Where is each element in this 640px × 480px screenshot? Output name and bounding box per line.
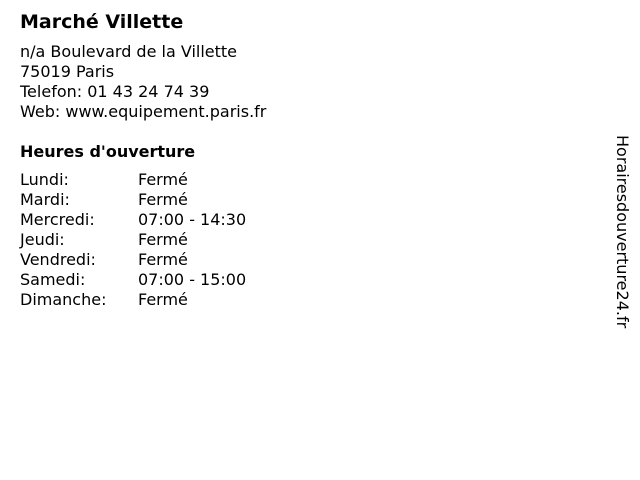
hours-value: Fermé — [138, 170, 188, 189]
hours-row-saturday — [20, 270, 580, 290]
hours-value: Fermé — [138, 290, 188, 309]
site-watermark: Horairesdouverture24.fr — [613, 135, 632, 329]
address-city: 75019 Paris — [20, 62, 115, 81]
day-label: Mardi: — [20, 190, 70, 209]
hours-value: 07:00 - 14:30 — [138, 210, 247, 229]
address-block — [20, 42, 580, 122]
place-title: Marché Villette — [20, 11, 184, 33]
day-label: Lundi: — [20, 170, 69, 189]
day-label: Jeudi: — [20, 230, 65, 249]
hours-row-thursday — [20, 230, 580, 250]
phone-text: Telefon: 01 43 24 74 39 — [20, 82, 210, 101]
hours-row-friday — [20, 250, 580, 270]
place-card — [20, 10, 580, 310]
day-label: Dimanche: — [20, 290, 107, 309]
day-label: Vendredi: — [20, 250, 96, 269]
hours-value: Fermé — [138, 190, 188, 209]
hours-value: 07:00 - 15:00 — [138, 270, 247, 289]
opening-hours-list — [20, 170, 580, 310]
hours-row-wednesday — [20, 210, 580, 230]
opening-hours-heading: Heures d'ouverture — [20, 142, 196, 161]
day-label: Samedi: — [20, 270, 86, 289]
day-label: Mercredi: — [20, 210, 95, 229]
address-street: n/a Boulevard de la Villette — [20, 42, 238, 61]
website-text: Web: www.equipement.paris.fr — [20, 102, 267, 121]
hours-row-monday — [20, 170, 580, 190]
hours-row-tuesday — [20, 190, 580, 210]
hours-value: Fermé — [138, 230, 188, 249]
hours-row-sunday — [20, 290, 580, 310]
hours-value: Fermé — [138, 250, 188, 269]
